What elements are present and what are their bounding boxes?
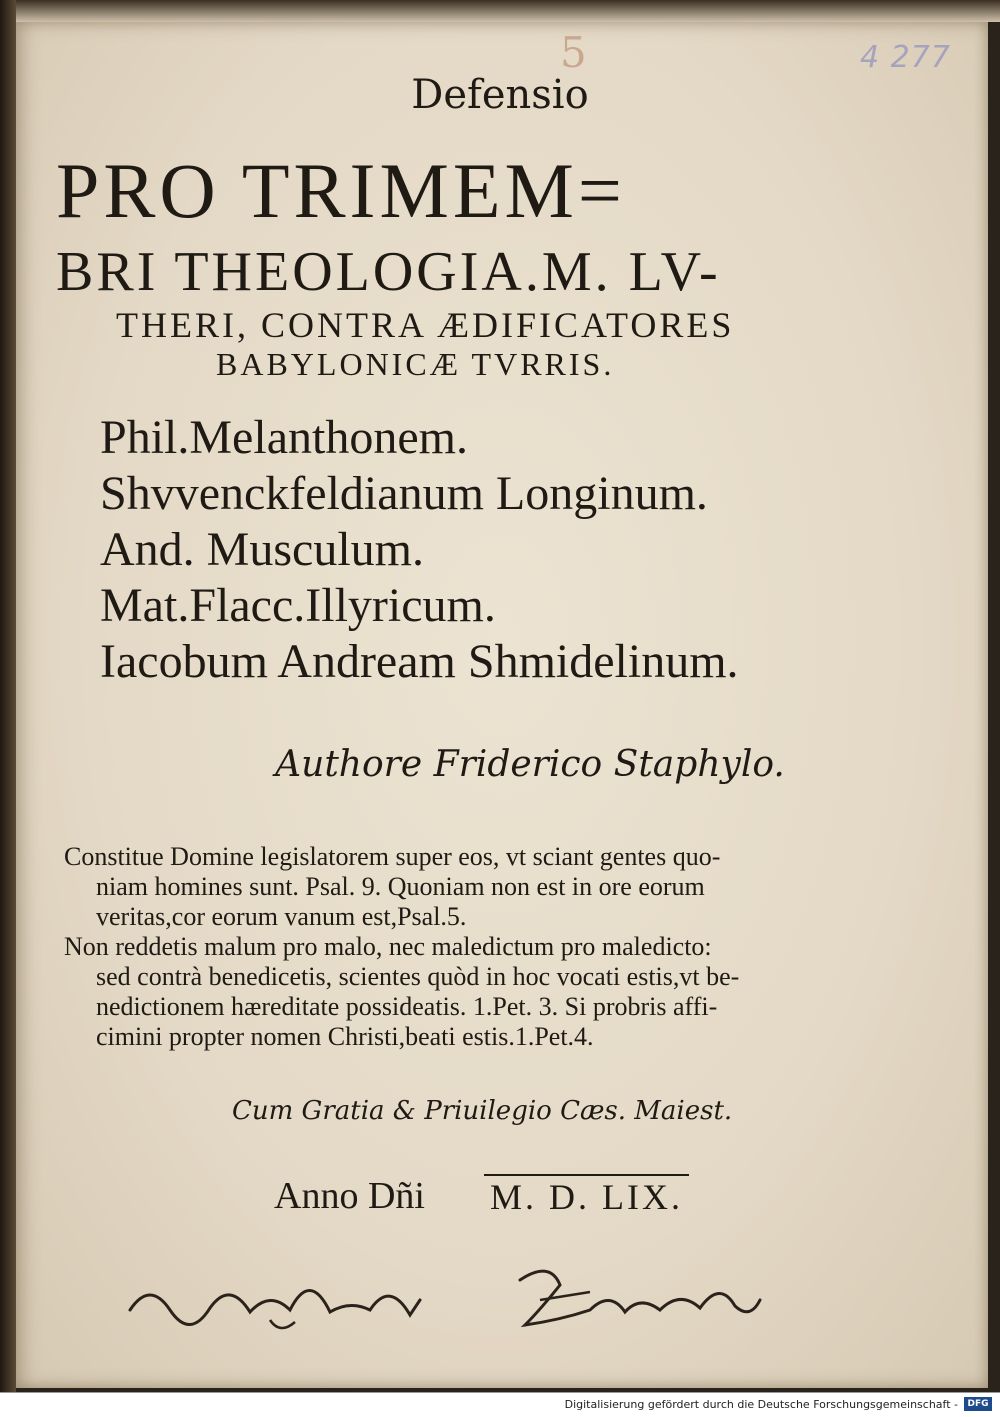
author-line: Authore Friderico Staphylo. <box>275 744 785 785</box>
title-line-1: PRO TRIMEM= <box>56 147 626 234</box>
footer-credit: Digitalisierung gefördert durch die Deutsche Forschungsgemeinschaft - <box>564 1398 958 1411</box>
anno-label: Anno Dñi <box>274 1175 425 1217</box>
page-top-edge <box>16 0 1000 22</box>
name-item: Shvvenckfeldianum Longinum. <box>100 467 708 520</box>
book-spine-shadow <box>0 0 16 1392</box>
title-line-4: BABYLONICÆ TVRRIS. <box>216 346 615 382</box>
title-line-3: THERI, CONTRA ÆDIFICATORES <box>116 305 735 345</box>
title-line-2: BRI THEOLOGIA.M. LV- <box>56 241 721 303</box>
footer-bar <box>0 1392 1000 1417</box>
quote-line: Constitue Domine legislatorem super eos, vt sciant gentes quo- <box>64 842 721 871</box>
publication-year: M. D. LIX. <box>484 1174 689 1218</box>
quote-line: veritas,cor eorum vanum est,Psal.5. <box>96 902 467 931</box>
handwritten-signature <box>120 1240 780 1340</box>
name-item: Mat.Flacc.Illyricum. <box>100 579 496 632</box>
pencil-mark: 5 <box>560 28 587 77</box>
quote-line: cimini propter nomen Christi,beati estis.1.Pet.4. <box>96 1022 594 1051</box>
dfg-logo: DFG <box>964 1397 992 1411</box>
quote-line: niam homines sunt. Psal. 9. Quoniam non est in ore eorum <box>96 872 705 901</box>
name-item: And. Musculum. <box>100 523 424 576</box>
privilege-line: Cum Gratia & Priuilegio Cæs. Maiest. <box>232 1096 733 1126</box>
name-item: Phil.Melanthonem. <box>100 411 468 464</box>
scripture-quotes <box>64 842 804 1052</box>
shelfmark: 4 277 <box>860 40 951 75</box>
name-item: Iacobum Andream Shmidelinum. <box>100 635 739 688</box>
quote-line: nedictionem hæreditate possideatis. 1.Pet. 3. Si probris affi- <box>96 992 718 1021</box>
title-intro: Defensio <box>411 72 589 118</box>
quote-line: Non reddetis malum pro malo, nec maledictum pro maledicto: <box>64 932 712 961</box>
quote-line: sed contrà benedicetis, scientes quòd in hoc vocati estis,vt be- <box>96 962 740 991</box>
names-list <box>100 410 739 690</box>
